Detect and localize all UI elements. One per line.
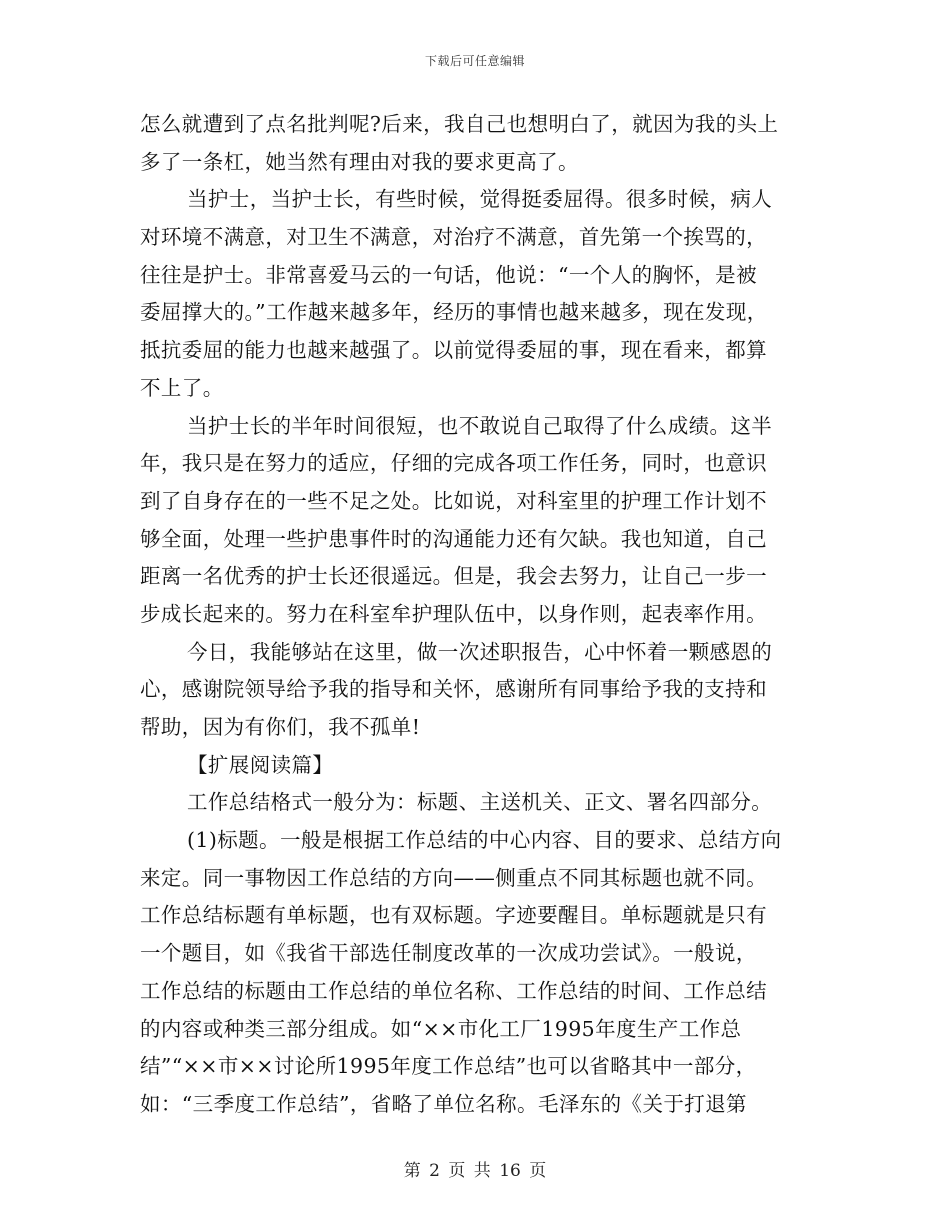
text-line: 当护士长的半年时间很短，也不敢说自己取得了什么成绩。这半 [187, 413, 773, 438]
text-line: 怎么就遭到了点名批判呢?后来，我自己也想明白了，就因为我的头上 [140, 112, 779, 136]
text-line: 帮助，因为有你们，我不孤单! [140, 715, 421, 739]
text-line: 结”“××市××讨论所1995年度工作总结”也可以省略其中一部分， [140, 1054, 757, 1079]
page-header: 下载后可任意编辑 [424, 54, 525, 68]
text-line: (1)标题。一般是根据工作总结的中心内容、目的要求、总结方向 [187, 828, 782, 853]
text-line: 年，我只是在努力的适应，仔细的完成各项工作任务，同时，也意识 [140, 451, 767, 476]
text-line: 如：“三季度工作总结”，省略了单位名称。毛泽东的《关于打退第 [140, 1091, 747, 1116]
page-number: 第 2 页 共 16 页 [403, 1161, 547, 1181]
text-line: 的内容或种类三部分组成。如“××市化工厂1995年度生产工作总 [140, 1016, 742, 1041]
text-line: 心，感谢院领导给予我的指导和关怀，感谢所有同事给予我的支持和 [140, 677, 767, 702]
text-line: 多了一条杠，她当然有理由对我的要求更高了。 [140, 149, 579, 174]
document-body [140, 106, 812, 1124]
text-line: 一个题目，如《我省干部选任制度改革的一次成功尝试》。一般说， [140, 941, 757, 966]
text-line: 到了自身存在的一些不足之处。比如说，对科室里的护理工作计划不 [140, 488, 767, 513]
text-line: 距离一名优秀的护士长还很遥远。但是，我会去努力，让自己一步一 [140, 564, 767, 589]
text-line: 够全面，处理一些护患事件时的沟通能力还有欠缺。我也知道，自己 [140, 526, 767, 551]
text-line: 委屈撑大的。”工作越来越多年，经历的事情也越来越多，现在发现， [140, 300, 768, 325]
text-line: 工作总结格式一般分为：标题、主送机关、正文、署名四部分。 [187, 790, 773, 815]
section-heading: 【扩展阅读篇】 [187, 752, 334, 777]
text-line: 工作总结标题有单标题，也有双标题。字迹要醒目。单标题就是只有 [140, 903, 767, 928]
text-line: 抵抗委屈的能力也越来越强了。以前觉得委屈的事，现在看来，都算 [140, 338, 767, 363]
text-line: 工作总结的标题由工作总结的单位名称、工作总结的时间、工作总结 [140, 978, 767, 1003]
text-line: 步成长起来的。努力在科室牟护理队伍中，以身作则，起表率作用。 [140, 601, 767, 626]
text-line: 今日，我能够站在这里，做一次述职报告，心中怀着一颗感恩的 [187, 639, 773, 664]
text-line: 不上了。 [140, 375, 224, 400]
text-line: 往往是护士。非常喜爱马云的一句话，他说：“一个人的胸怀，是被 [140, 262, 757, 287]
text-line: 对环境不满意，对卫生不满意，对治疗不满意，首先第一个挨骂的， [140, 225, 767, 250]
text-line: 当护士，当护士长，有些时候，觉得挺委屈得。很多时候，病人 [187, 187, 773, 212]
text-line: 来定。同一事物因工作总结的方向——侧重点不同其标题也就不同。 [140, 865, 767, 890]
